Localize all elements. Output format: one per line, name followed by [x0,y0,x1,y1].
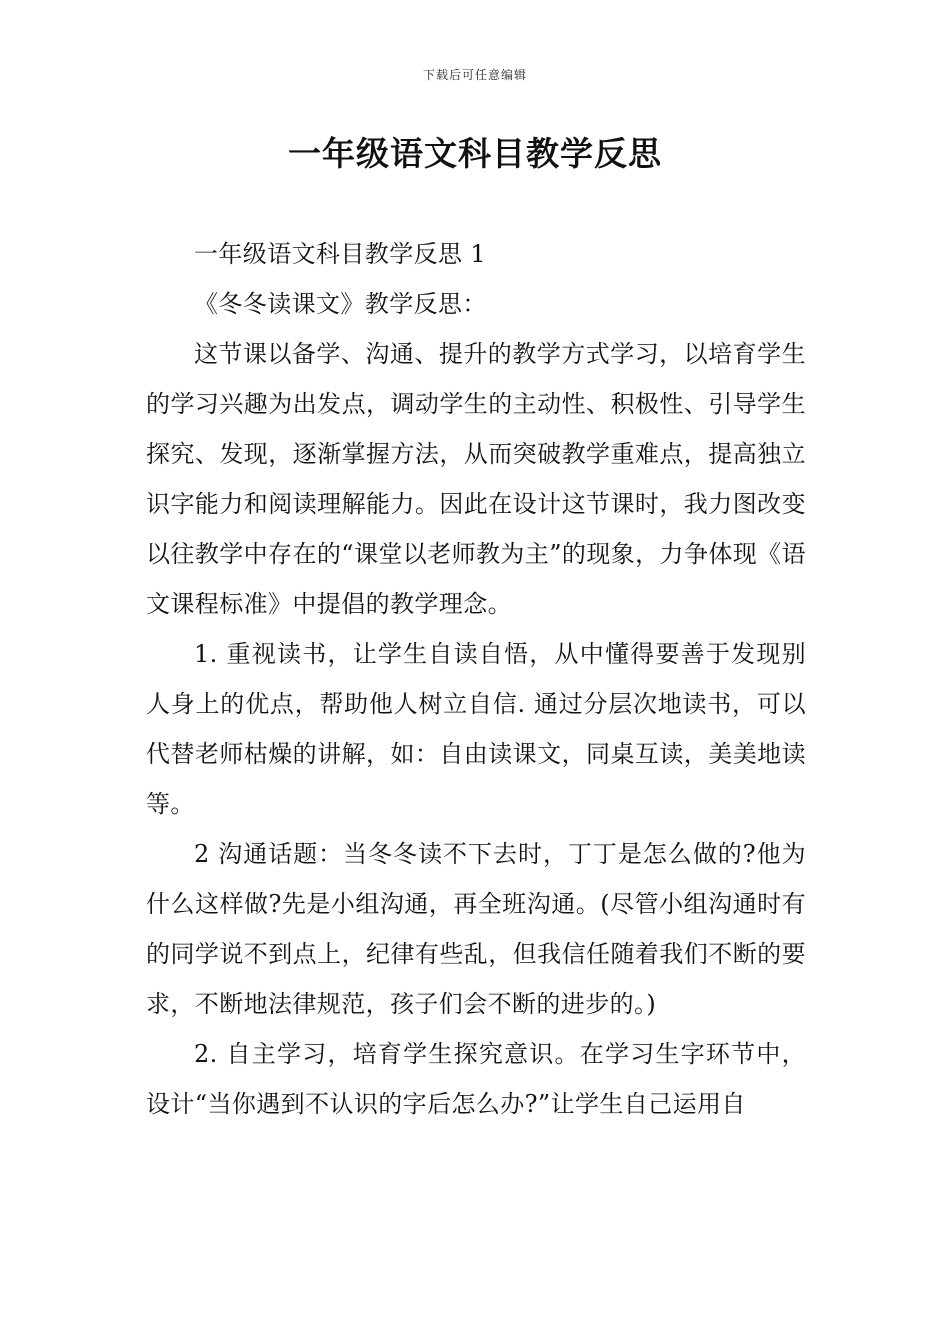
document-body [146,229,806,1129]
body-paragraph: 2 沟通话题：当冬冬读不下去时，丁丁是怎么做的?他为什么这样做?先是小组沟通，再全班沟通。(尽管小组沟通时有的同学说不到点上，纪律有些乱，但我信任随着我们不断的要求，不断地法律规范，孩子们会不断的进步的。) [146,840,806,1018]
body-paragraph: 1. 重视读书，让学生自读自悟，从中懂得要善于发现别人身上的优点，帮助他人树立自信. 通过分层次地读书，可以代替老师枯燥的讲解，如：自由读课文，同桌互读，美美地读等。 [146,640,806,818]
body-paragraph: 这节课以备学、沟通、提升的教学方式学习，以培育学生的学习兴趣为出发点，调动学生的主动性、积极性、引导学生探究、发现，逐渐掌握方法，从而突破教学重难点，提高独立识字能力和阅读理解能力。因此在设计这节课时，我力图改变以往教学中存在的“课堂以老师教为主”的现象，力争体现《语文课程标准》中提倡的教学理念。 [146,340,806,618]
body-paragraph: 2. 自主学习，培育学生探究意识。在学习生字环节中，设计“当你遇到不认识的字后怎么办?”让学生自己运用自 [146,1040,806,1118]
document-title: 一年级语文科目教学反思 [288,134,662,173]
header-note: 下载后可任意编辑 [422,68,527,82]
section-heading: 一年级语文科目教学反思 1 [194,240,487,268]
subsection-heading: 《冬冬读课文》教学反思： [194,290,487,318]
